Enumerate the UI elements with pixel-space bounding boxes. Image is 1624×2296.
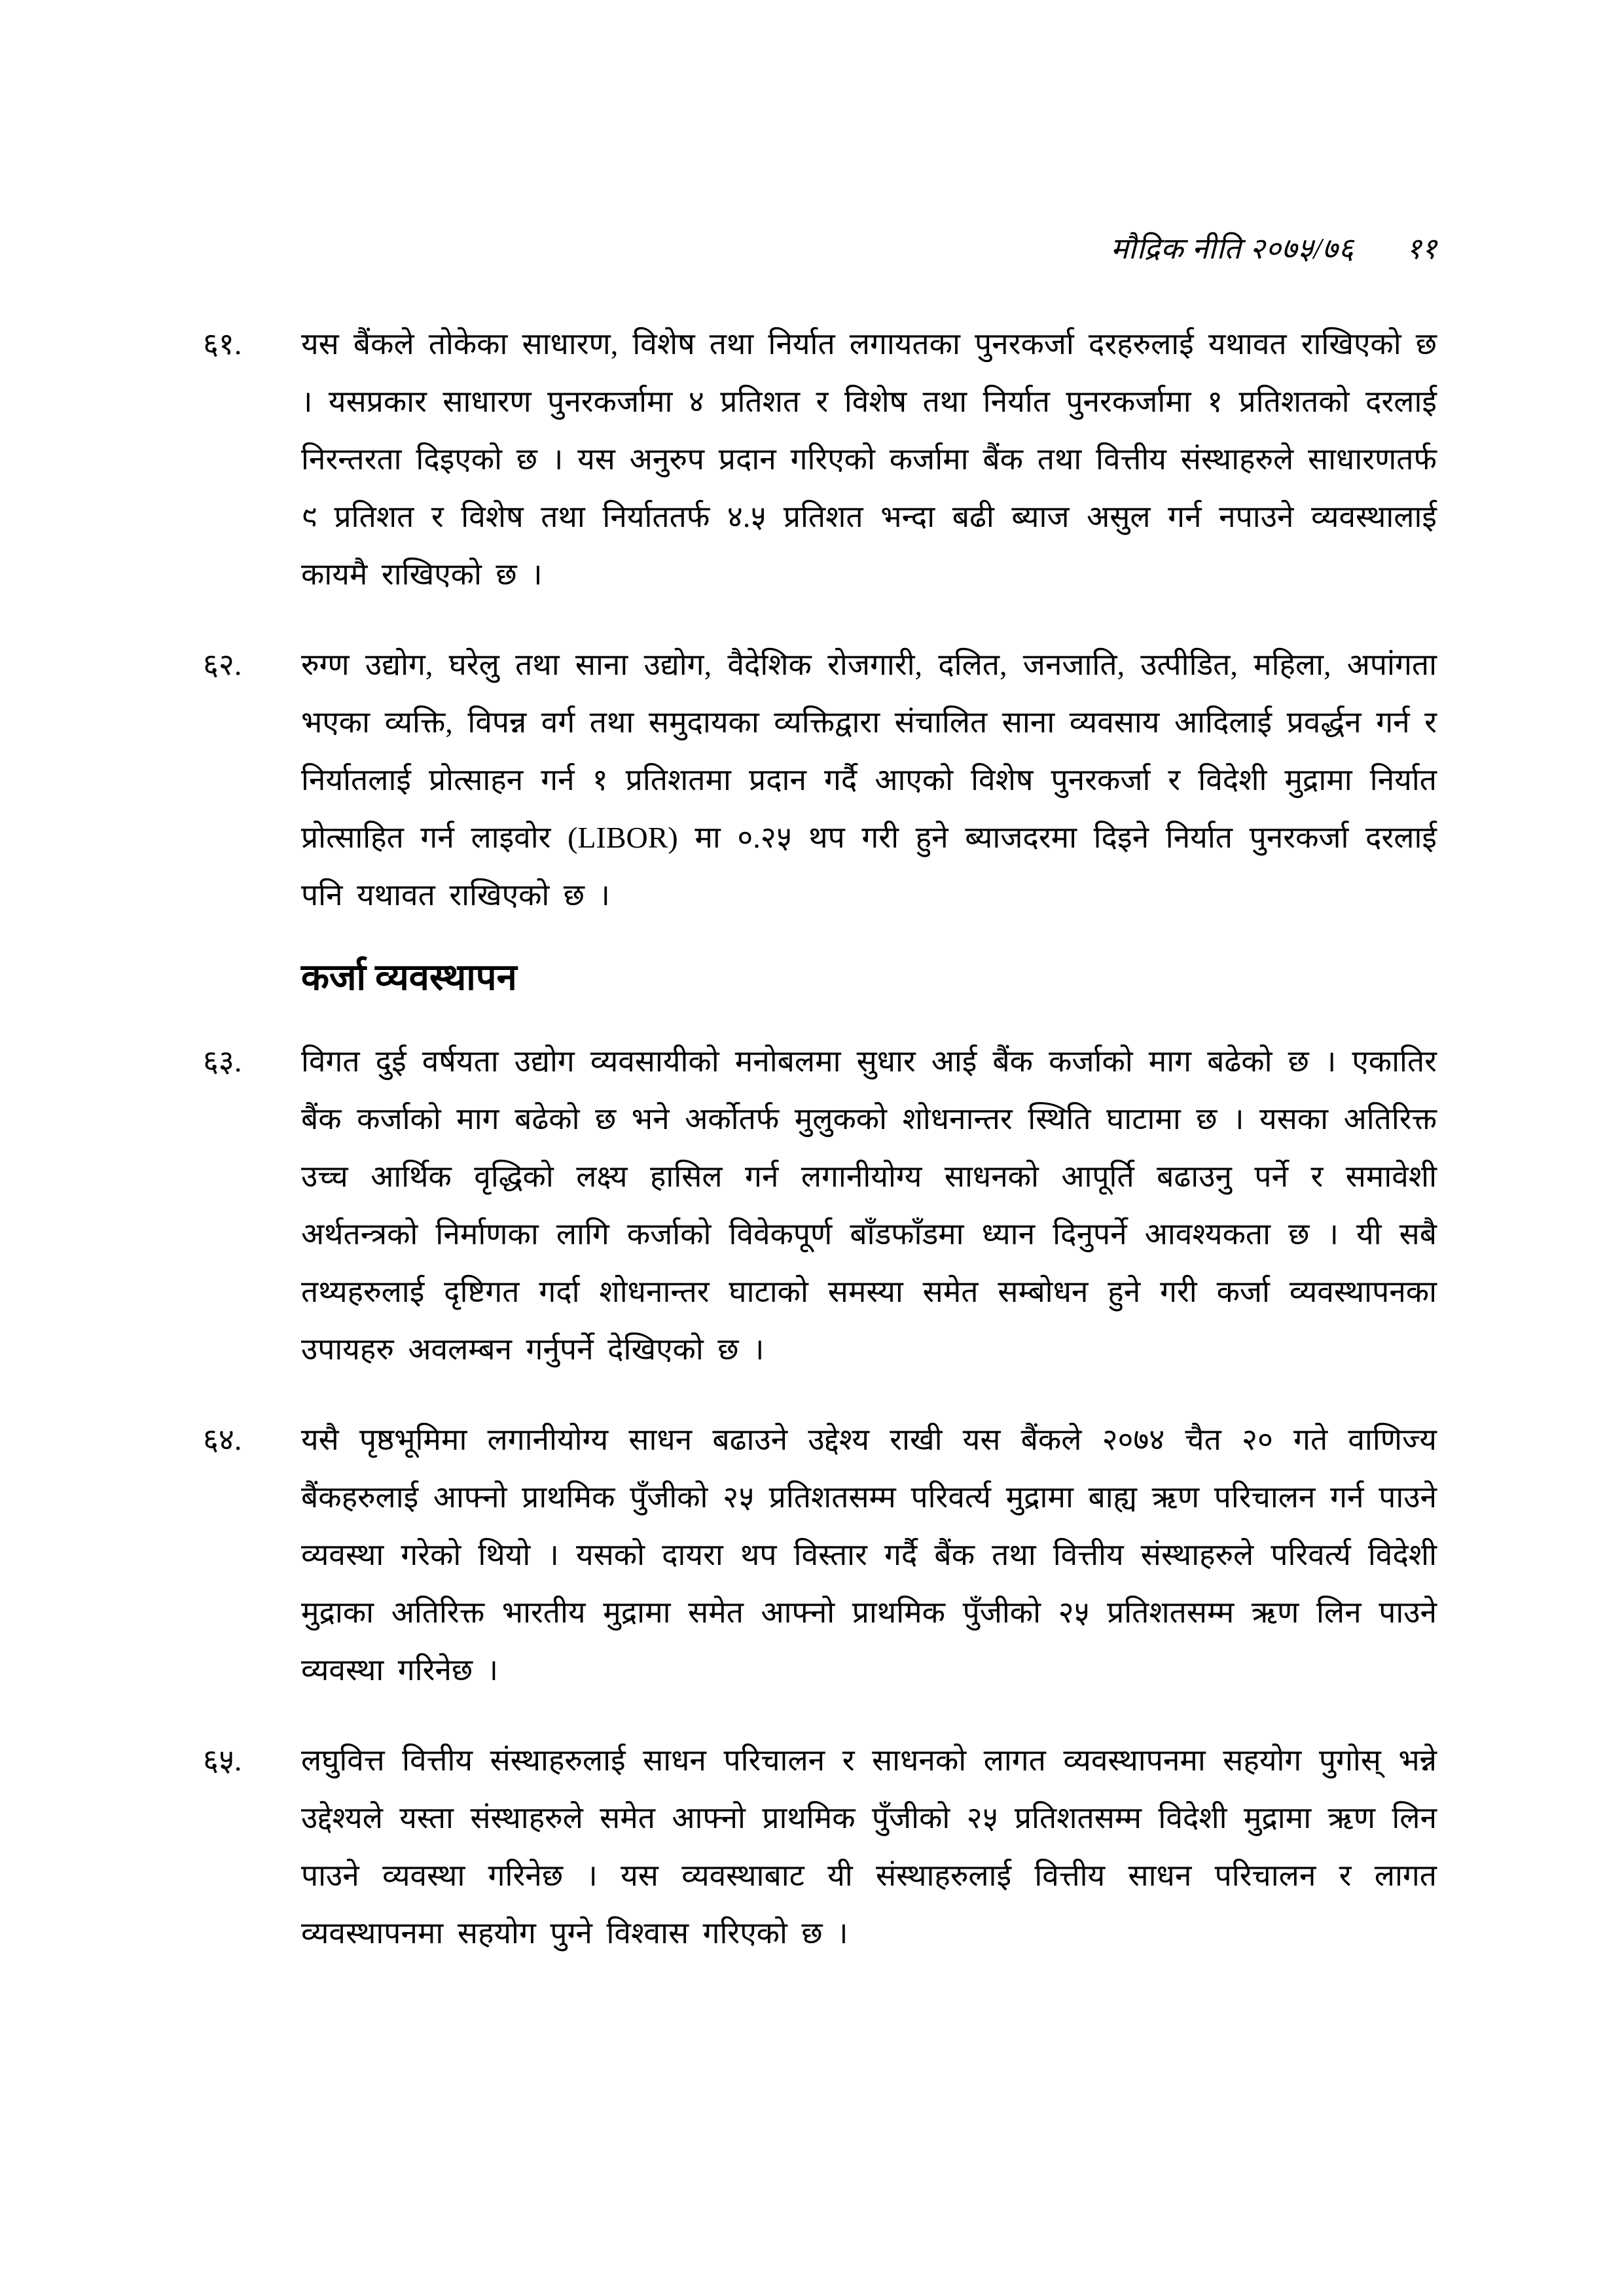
running-header [203,223,1437,275]
paragraph-number: ६४. [203,1423,242,1456]
numbered-paragraph [203,315,1437,603]
numbered-paragraph [203,1033,1437,1378]
paragraph-number: ६५. [203,1744,242,1777]
content-column [203,223,1437,1995]
paragraph-text: लघुवित्त वित्तीय संस्थाहरुलाई साधन परिचालन र साधनको लागत व्यवस्थापनमा सहयोग पुगोस् भन्ने उद्देश्यले यस्ता संस्थाहरुले समेत आफ्नो प्राथमिक पुँजीको २५ प्रतिशतसम्म विदेशी मुद्रामा ऋण लिन पाउने व्यवस्था गरिनेछ । यस व्यवस्थाबाट यी संस्थाहरुलाई वित्तीय साधन परिचालन र लागत व्यवस्थापनमा सहयोग पुग्ने विश्वास गरिएको छ । [301,1744,1437,1950]
paragraph-text: विगत दुई वर्षयता उद्योग व्यवसायीको मनोबलमा सुधार आई बैंक कर्जाको माग बढेको छ । एकातिर बैंक कर्जाको माग बढेको छ भने अर्कोतर्फ मुलुकको शोधनान्तर स्थिति घाटामा छ । यसका अतिरिक्त उच्च आर्थिक वृद्धिको लक्ष्य हासिल गर्न लगानीयोग्य साधनको आपूर्ति बढाउनु पर्ने र समावेशी अर्थतन्त्रको निर्माणका लागि कर्जाको विवेकपूर्ण बाँडफाँडमा ध्यान दिनुपर्ने आवश्यकता छ । यी सबै तथ्यहरुलाई दृष्टिगत गर्दा शोधनान्तर घाटाको समस्या समेत सम्बोधन हुने गरी कर्जा व्यवस्थापनका उपायहरु अवलम्बन गर्नुपर्ने देखिएको छ । [301,1045,1437,1366]
numbered-paragraph [203,1411,1437,1699]
paragraph-number: ६२. [203,648,242,681]
paragraph-number: ६३. [203,1045,242,1078]
paragraph-text: यसै पृष्ठभूमिमा लगानीयोग्य साधन बढाउने उद्देश्य राखी यस बैंकले २०७४ चैत २० गते वाणिज्य बैंकहरुलाई आफ्नो प्राथमिक पुँजीको २५ प्रतिशतसम्म परिवर्त्य मुद्रामा बाह्य ऋण परिचालन गर्न पाउने व्यवस्था गरेको थियो । यसको दायरा थप विस्तार गर्दै बैंक तथा वित्तीय संस्थाहरुले परिवर्त्य विदेशी मुद्राका अतिरिक्त भारतीय मुद्रामा समेत आफ्नो प्राथमिक पुँजीको २५ प्रतिशतसम्म ऋण लिन पाउने व्यवस्था गरिनेछ । [301,1423,1437,1687]
section-heading: कर्जा व्यवस्थापन [301,958,517,998]
document-body [203,315,1437,1962]
paragraph-number: ६१. [203,327,242,361]
paragraph-text: रुग्ण उद्योग, घरेलु तथा साना उद्योग, वैदेशिक रोजगारी, दलित, जनजाति, उत्पीडित, महिला, अपांगता भएका व्यक्ति, विपन्न वर्ग तथा समुदायका व्यक्तिद्वारा संचालित साना व्यवसाय आदिलाई प्रवर्द्धन गर्न र निर्यातलाई प्रोत्साहन गर्न १ प्रतिशतमा प्रदान गर्दै आएको विशेष पुनरकर्जा र विदेशी मुद्रामा निर्यात प्रोत्साहित गर्न लाइवोर (LIBOR) मा ०.२५ थप गरी हुने ब्याजदरमा दिइने निर्यात पुनरकर्जा दरलाई पनि यथावत राखिएको छ । [301,648,1437,912]
page-number: ११ [1406,232,1437,265]
paragraph-text: यस बैंकले तोकेका साधारण, विशेष तथा निर्यात लगायतका पुनरकर्जा दरहरुलाई यथावत राखिएको छ । यसप्रकार साधारण पुनरकर्जामा ४ प्रतिशत र विशेष तथा निर्यात पुनरकर्जामा १ प्रतिशतको दरलाई निरन्तरता दिइएको छ । यस अनुरुप प्रदान गरिएको कर्जामा बैंक तथा वित्तीय संस्थाहरुले साधारणतर्फ ९ प्रतिशत र विशेष तथा निर्याततर्फ ४.५ प्रतिशत भन्दा बढी ब्याज असुल गर्न नपाउने व्यवस्थालाई कायमै राखिएको छ । [301,327,1437,591]
numbered-paragraph [203,636,1437,924]
running-header-title: मौद्रिक नीति २०७५/७६ [1110,232,1354,265]
numbered-paragraph [203,1732,1437,1962]
